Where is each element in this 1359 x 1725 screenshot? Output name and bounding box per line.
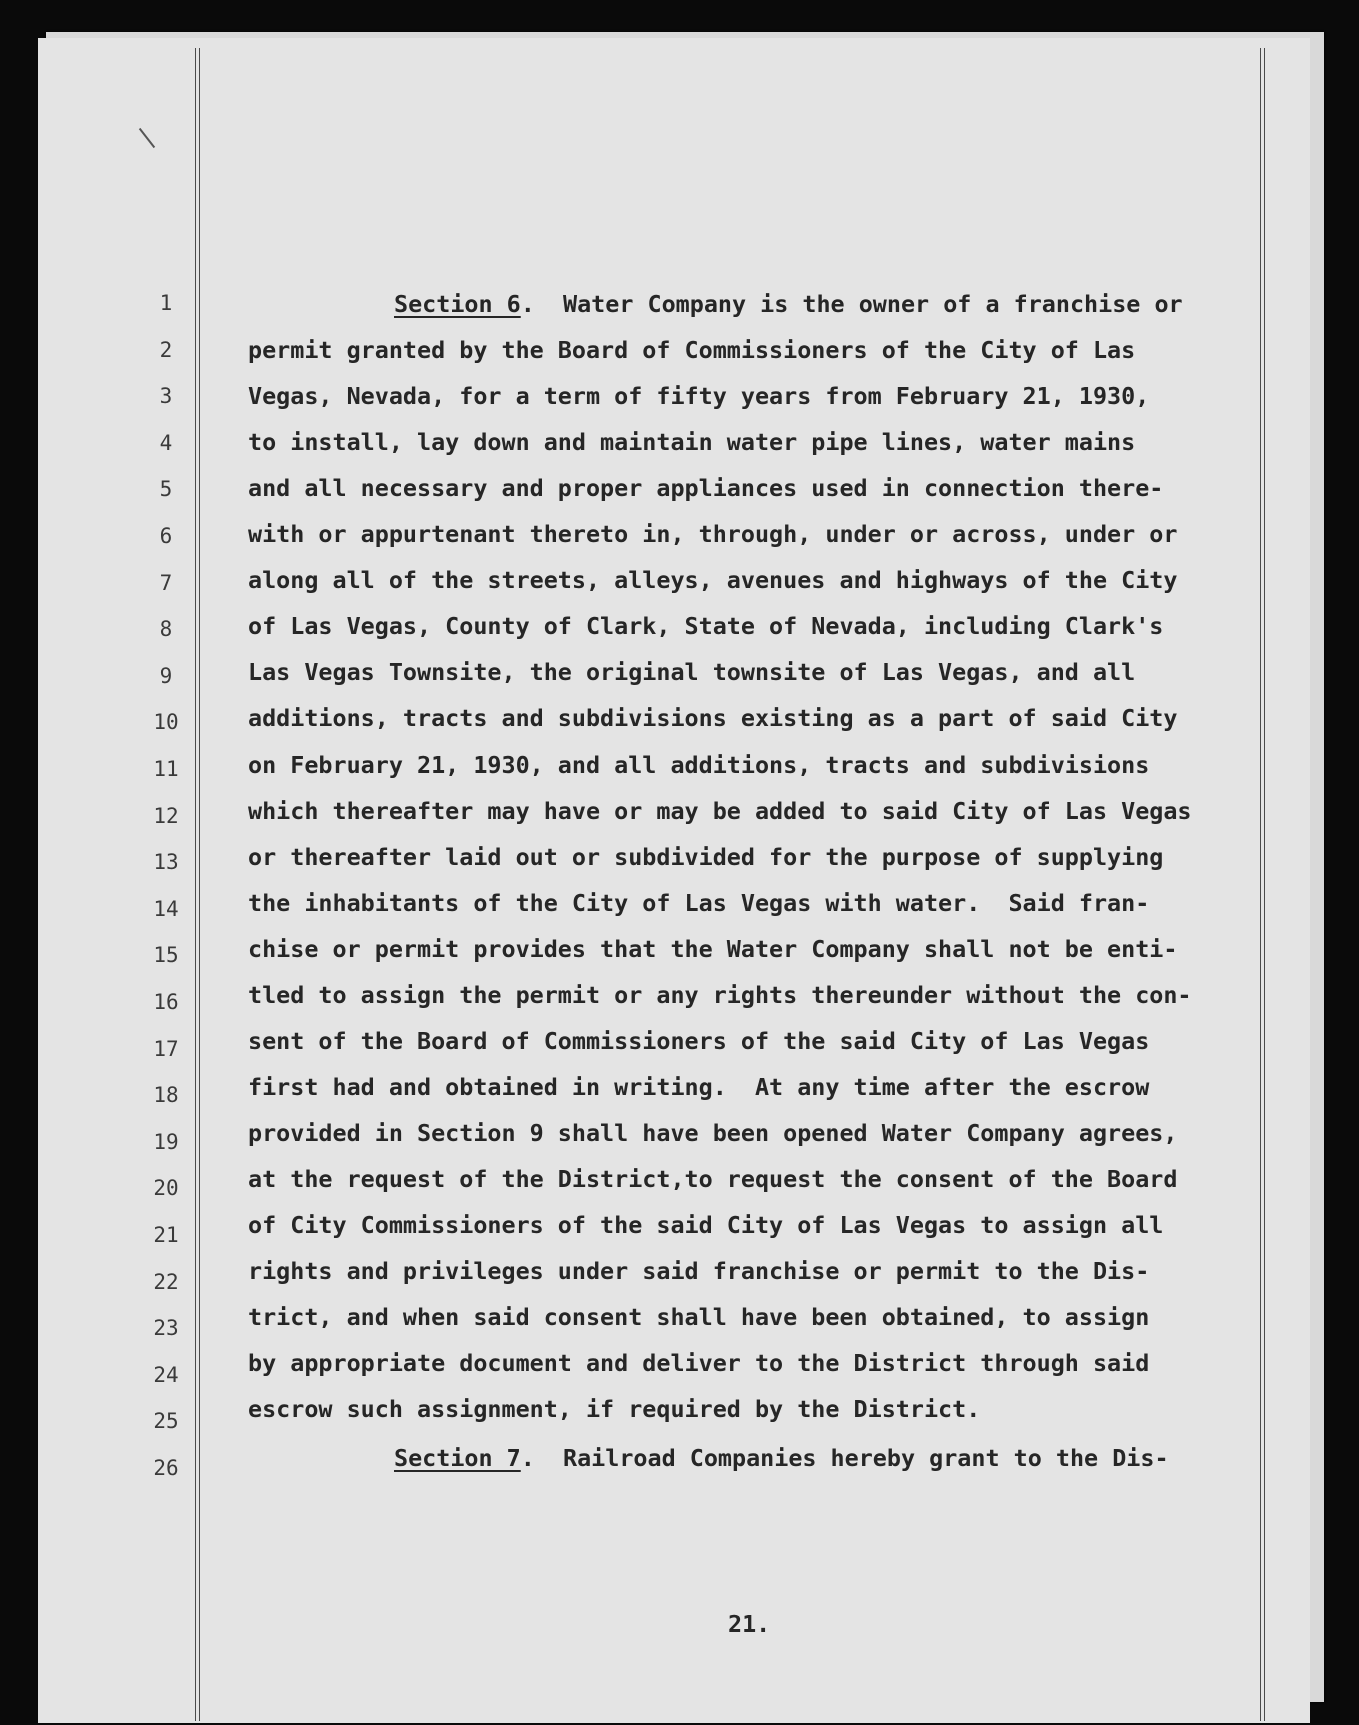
line-number: 18 xyxy=(153,1083,179,1108)
line-number: 12 xyxy=(153,803,179,828)
text-line xyxy=(394,290,1359,318)
text-line: with or appurtenant thereto in, through, under or across, under or xyxy=(248,520,1178,549)
line-number: 15 xyxy=(153,943,179,968)
text-line: to install, lay down and maintain water pipe lines, water mains xyxy=(248,428,1136,457)
text-line: trict, and when said consent shall have been obtained, to assign xyxy=(248,1303,1150,1332)
text-line: escrow such assignment, if required by the District. xyxy=(248,1395,981,1424)
line-number: 22 xyxy=(153,1269,179,1294)
section-text: . Railroad Companies hereby grant to the Dis- xyxy=(520,1444,1169,1473)
line-number: 3 xyxy=(159,384,173,409)
left-margin-rule-outer xyxy=(195,48,196,1721)
text-line: and all necessary and proper appliances used in connection there- xyxy=(248,474,1164,503)
line-number: 1 xyxy=(159,291,173,315)
section-heading: Section 6 xyxy=(394,290,521,318)
line-number: 25 xyxy=(153,1409,179,1434)
line-number: 8 xyxy=(159,617,173,642)
line-number: 23 xyxy=(153,1316,179,1341)
line-number: 17 xyxy=(153,1036,179,1061)
text-line: provided in Section 9 shall have been opened Water Company agrees, xyxy=(248,1118,1178,1147)
text-line: which thereafter may have or may be added to said City of Las Vegas xyxy=(248,796,1192,825)
text-line: chise or permit provides that the Water Company shall not be enti- xyxy=(248,934,1178,963)
line-number: 9 xyxy=(159,663,173,688)
line-number: 24 xyxy=(153,1362,179,1387)
line-number: 21 xyxy=(153,1223,179,1247)
line-number: 26 xyxy=(153,1456,179,1480)
section-heading: Section 7 xyxy=(394,1444,521,1473)
section-text: . Water Company is the owner of a franchise or xyxy=(520,290,1183,318)
line-number: 19 xyxy=(153,1129,179,1154)
line-number: 13 xyxy=(153,850,179,875)
text-line: by appropriate document and deliver to the District through said xyxy=(248,1349,1150,1378)
text-line xyxy=(394,1444,1359,1473)
line-number: 11 xyxy=(153,757,179,781)
text-line: on February 21, 1930, and all additions, tracts and subdivisions xyxy=(248,750,1150,779)
line-number: 10 xyxy=(153,710,179,735)
line-number: 4 xyxy=(159,430,173,455)
line-number: 6 xyxy=(159,524,173,548)
text-line: sent of the Board of Commissioners of the said City of Las Vegas xyxy=(248,1026,1150,1055)
left-margin-rule-inner xyxy=(199,48,200,1721)
text-line: or thereafter laid out or subdivided for the purpose of supplying xyxy=(248,842,1164,871)
text-line: first had and obtained in writing. At any time after the escrow xyxy=(248,1072,1150,1101)
text-line: of Las Vegas, County of Clark, State of Nevada, including Clark's xyxy=(248,612,1164,641)
line-number: 16 xyxy=(153,990,179,1014)
line-number: 20 xyxy=(153,1176,179,1201)
text-line: the inhabitants of the City of Las Vegas with water. Said fran- xyxy=(248,888,1150,917)
text-line: rights and privileges under said franchise or permit to the Dis- xyxy=(248,1257,1150,1286)
page-number: 21. xyxy=(728,1610,771,1638)
text-line: at the request of the District,to request the consent of the Board xyxy=(248,1164,1178,1193)
line-number: 5 xyxy=(159,477,173,502)
text-line: permit granted by the Board of Commissioners of the City of Las xyxy=(248,336,1136,365)
text-line: Vegas, Nevada, for a term of fifty years from February 21, 1930, xyxy=(248,382,1150,411)
line-number: 7 xyxy=(159,570,173,595)
text-line: Las Vegas Townsite, the original townsite of Las Vegas, and all xyxy=(248,658,1136,687)
text-line: along all of the streets, alleys, avenues and highways of the City xyxy=(248,566,1178,595)
line-number: 14 xyxy=(153,896,179,921)
text-line: of City Commissioners of the said City of Las Vegas to assign all xyxy=(248,1211,1164,1239)
text-line: tled to assign the permit or any rights thereunder without the con- xyxy=(248,980,1192,1009)
line-number: 2 xyxy=(159,337,173,362)
text-line: additions, tracts and subdivisions existing as a part of said City xyxy=(248,704,1178,733)
document-page xyxy=(38,38,1310,1723)
